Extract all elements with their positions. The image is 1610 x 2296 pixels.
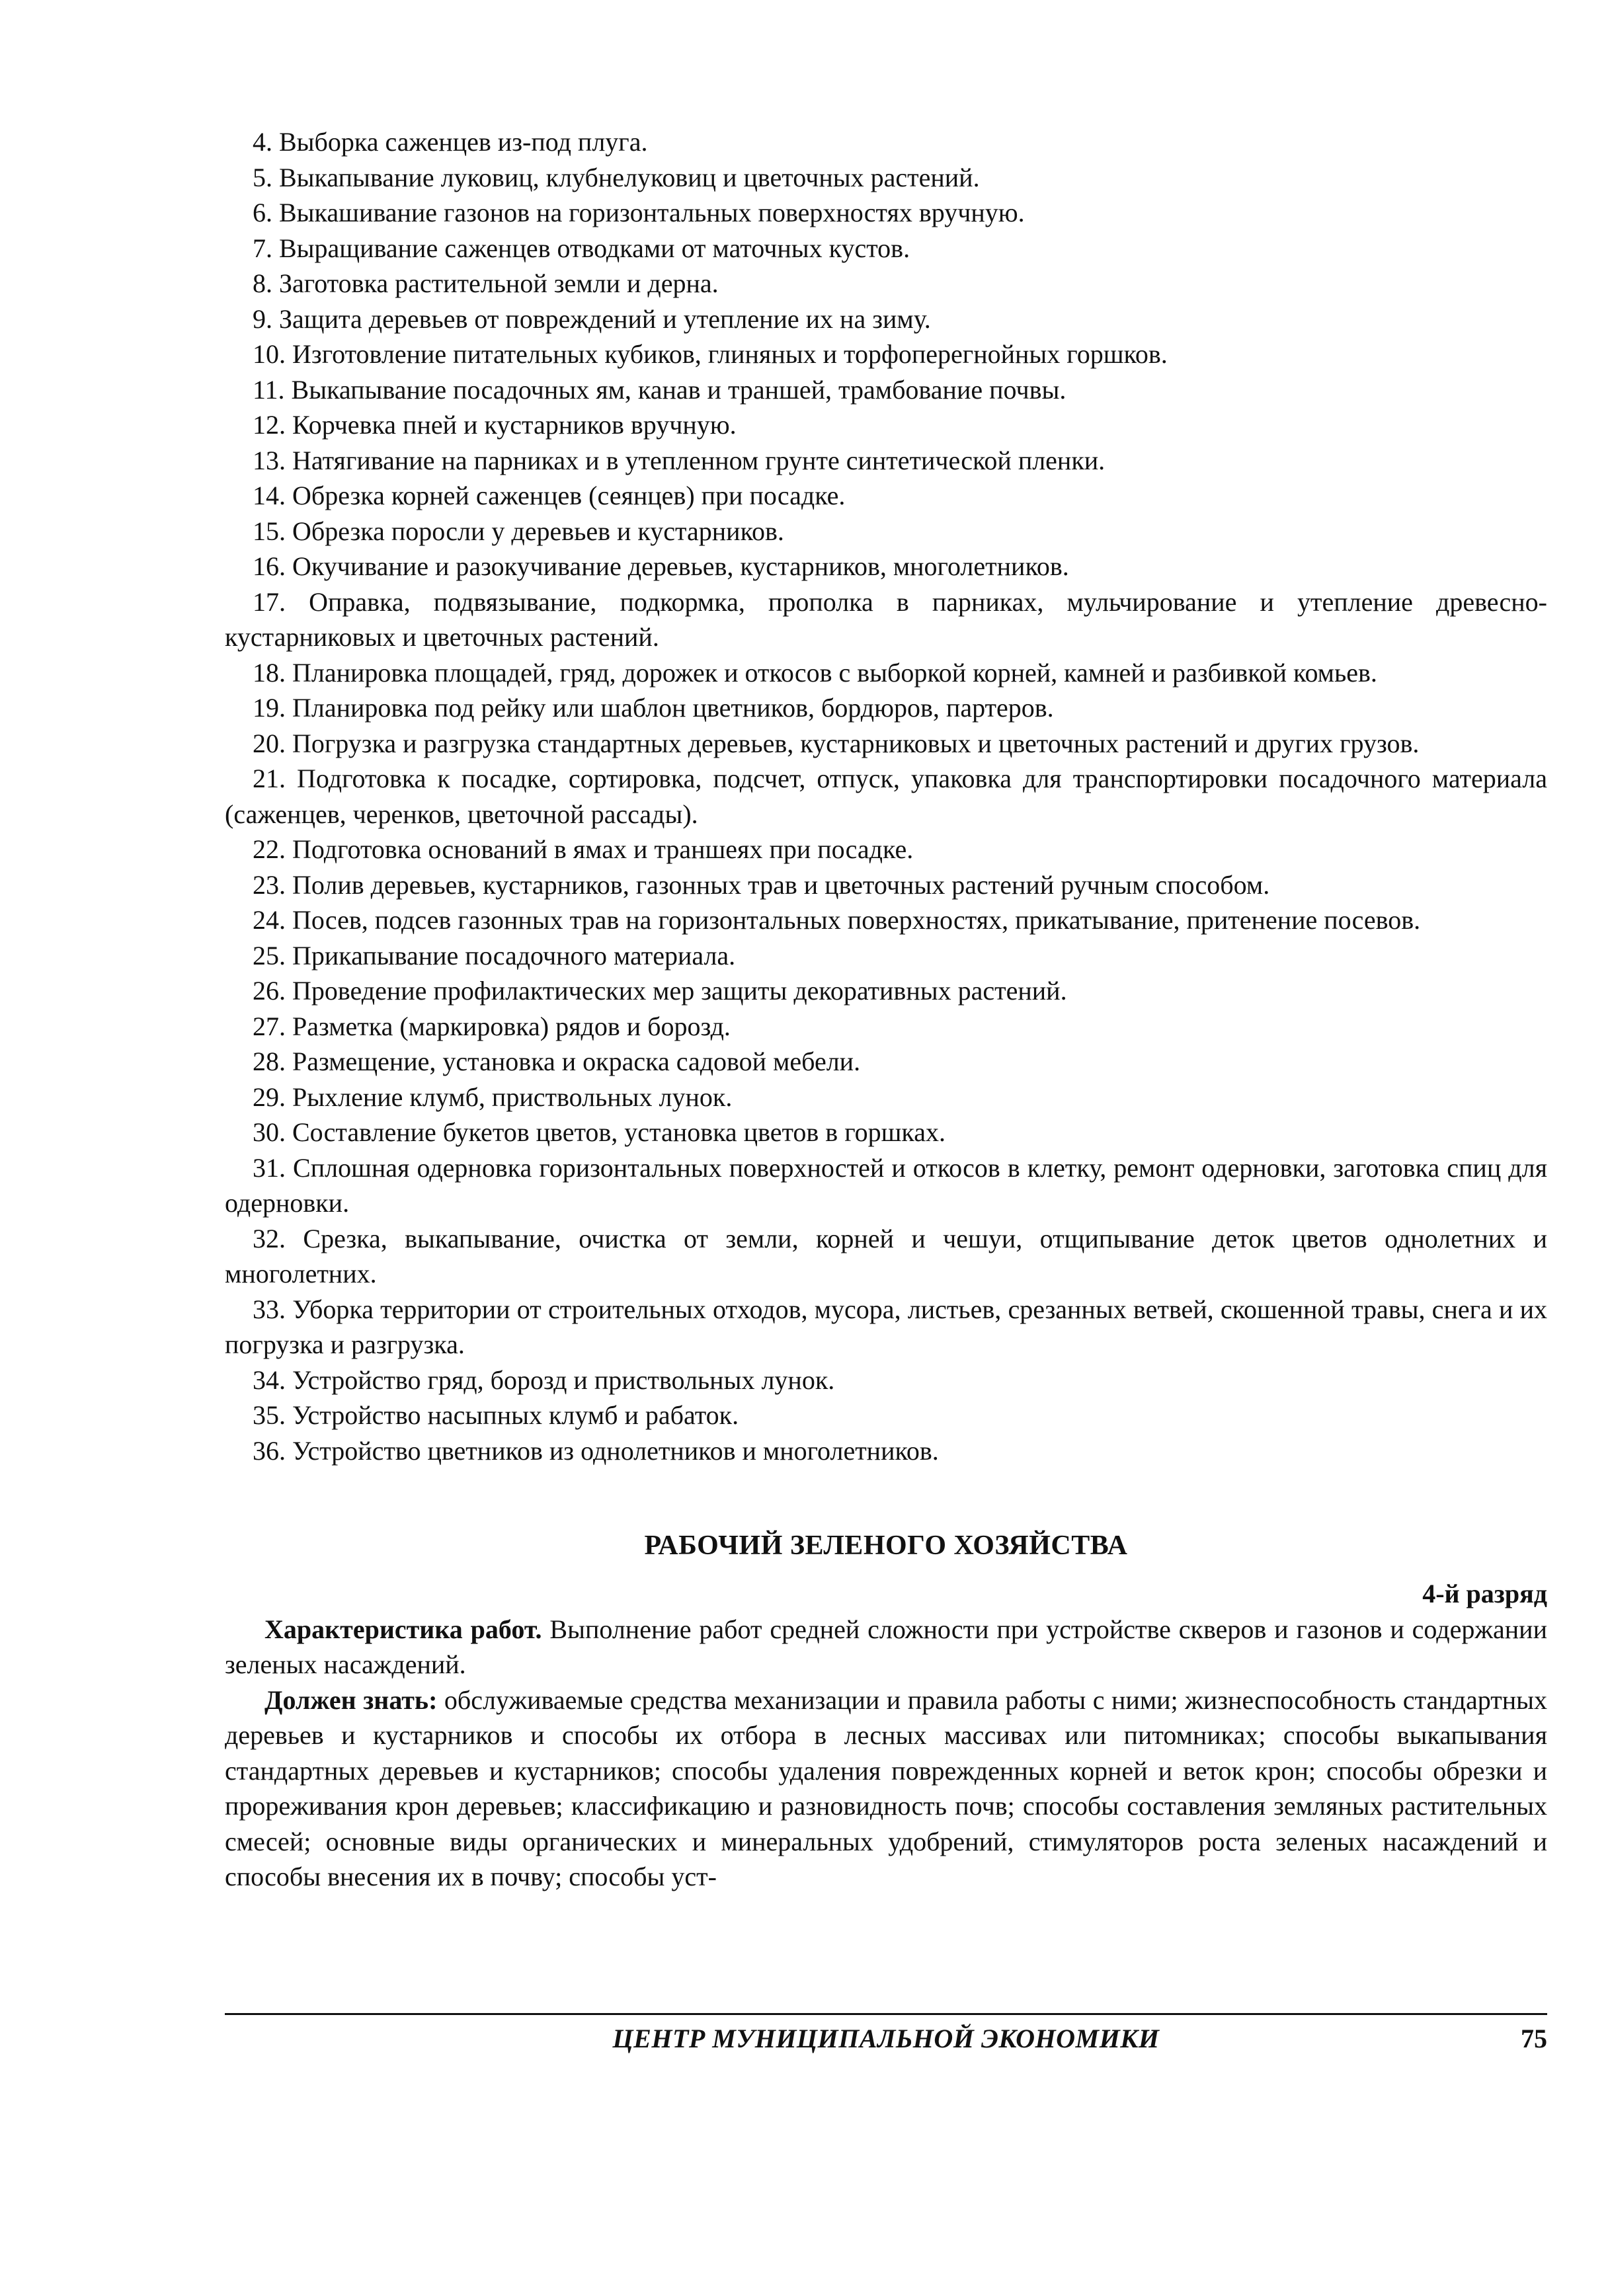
list-item: 16. Окучивание и разокучивание деревьев, кустарников, многолетников. [253,551,1069,581]
list-item: 20. Погрузка и разгрузка стандартных деревьев, кустарниковых и цветочных растений и других грузов. [253,728,1420,758]
list-item: 8. Заготовка растительной земли и дерна. [253,268,719,298]
list-item: 36. Устройство цветников из однолетников и многолетников. [253,1435,939,1466]
knowledge-text: обслуживаемые средства механизации и правила работы с ними; жизнеспособность стандартных деревьев и кустарников и способы их отбора в лесных массивах или питомниках; способы выкапывания стандартных деревьев и кустарников; способы удаления поврежденных корней и веток крон; способы обрезки и прореживания крон деревьев; классификацию и разновидность почв; способы составления земляных растительных смесей; основные виды органических и минеральных удобрений, стимуляторов роста зеленых насаждений и способы внесения их в почву; способы уст- [225,1684,1547,1891]
knowledge-paragraph [225,1682,1547,1895]
page-number: 75 [1521,2024,1547,2053]
list-item: 10. Изготовление питательных кубиков, глиняных и торфоперегнойных горшков. [253,339,1168,369]
grade-label: 4-й разряд [1422,1579,1547,1608]
list-item: 19. Планировка под рейку или шаблон цветников, бордюров, партеров. [253,693,1054,723]
list-item: 17. Оправка, подвязывание, подкормка, прополка в парниках, мульчирование и утепление древесно-кустарниковых и цветочных растений. [225,586,1547,652]
list-item: 31. Сплошная одерновка горизонтальных поверхностей и откосов в клетку, ремонт одерновки, заготовка спиц для одерновки. [225,1152,1547,1218]
list-item: 23. Полив деревьев, кустарников, газонных трав и цветочных растений ручным способом. [253,869,1270,900]
list-item: 30. Составление букетов цветов, установка цветов в горшках. [253,1117,946,1147]
list-item: 25. Прикапывание посадочного материала. [253,940,736,970]
list-item: 24. Посев, подсев газонных трав на горизонтальных поверхностях, прикатывание, притенение посевов. [253,905,1421,935]
knowledge-label: Должен знать: [264,1684,438,1715]
list-item: 27. Разметка (маркировка) рядов и борозд. [253,1011,731,1041]
list-item: 7. Выращивание саженцев отводками от маточных кустов. [253,233,910,263]
list-item: 12. Корчевка пней и кустарников вручную. [253,410,737,440]
list-item: 14. Обрезка корней саженцев (сеянцев) при посадке. [253,481,846,510]
task-list [225,124,1547,1468]
section-title: РАБОЧИЙ ЗЕЛЕНОГО ХОЗЯЙСТВА [644,1530,1128,1561]
list-item: 15. Обрезка поросли у деревьев и кустарников. [253,516,784,546]
list-item: 18. Планировка площадей, гряд, дорожек и откосов с выборкой корней, камней и разбивкой комьев. [253,657,1377,688]
characteristics-text: Выполнение работ средней сложности при устройстве скверов и газонов и содержании зеленых насаждений. [225,1614,1547,1679]
list-item: 9. Защита деревьев от повреждений и утепление их на зиму. [253,303,931,334]
list-item: 29. Рыхление клумб, приствольных лунок. [253,1082,733,1112]
list-item: 26. Проведение профилактических мер защиты декоративных растений. [253,976,1067,1006]
list-item: 28. Размещение, установка и окраска садовой мебели. [253,1047,861,1076]
list-item: 13. Натягивание на парниках и в утепленном грунте синтетической пленки. [253,445,1106,475]
list-item: 34. Устройство гряд, борозд и приствольных лунок. [253,1365,835,1395]
list-item: 35. Устройство насыпных клумб и рабаток. [253,1400,739,1430]
list-item: 5. Выкапывание луковиц, клубнелуковиц и цветочных растений. [253,162,980,192]
characteristics-label: Характеристика работ. [264,1614,542,1644]
list-item: 32. Срезка, выкапывание, очистка от земли, корней и чешуи, отщипывание деток цветов однолетних и многолетних. [225,1223,1547,1288]
list-item: 22. Подготовка оснований в ямах и траншеях при посадке. [253,834,914,864]
list-item: 21. Подготовка к посадке, сортировка, подсчет, отпуск, упаковка для транспортировки посадочного материала (саженцев, черенков, цветочной рассады). [225,764,1547,829]
list-item: 11. Выкапывание посадочных ям, канав и траншей, трамбование почвы. [253,374,1067,405]
list-item: 6. Выкашивание газонов на горизонтальных поверхностях вручную. [253,198,1025,227]
footer-title: ЦЕНТР МУНИЦИПАЛЬНОЙ ЭКОНОМИКИ [612,2024,1160,2053]
footer-divider [225,2013,1547,2015]
list-item: 33. Уборка территории от строительных отходов, мусора, листьев, срезанных ветвей, скошенной травы, снега и их погрузка и разгрузка. [225,1294,1547,1359]
list-item: 4. Выборка саженцев из-под плуга. [253,127,648,157]
document-page [225,124,1547,1895]
page-footer [225,2023,1547,2063]
characteristics-paragraph [225,1612,1547,1682]
